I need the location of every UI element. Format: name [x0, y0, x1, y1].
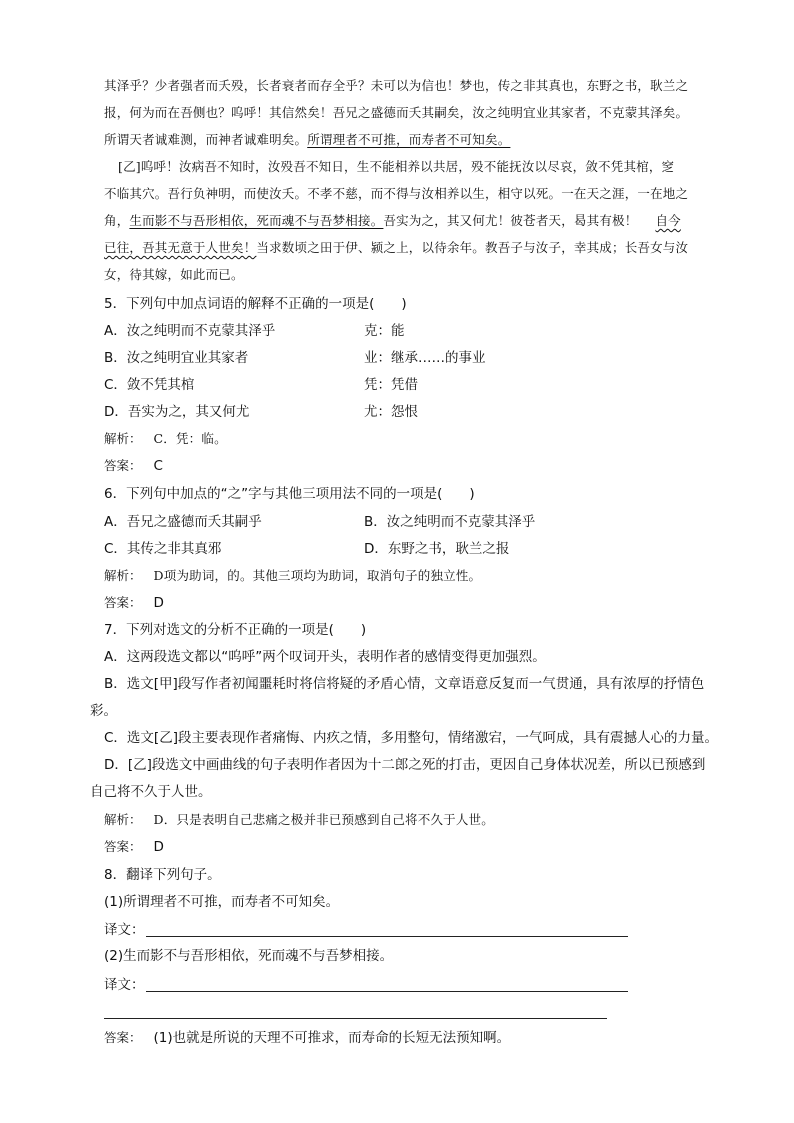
q8-translation-label-2: 译文： [104, 977, 145, 993]
answer-label: 答案： [104, 458, 142, 473]
q5-option-b-gloss: 业：继承……的事业 [364, 350, 486, 366]
q6-option-b: B．汝之纯明而不克蒙其泽乎 [364, 514, 536, 530]
passage-line: [乙]呜呼！汝病吾不知时，汝殁吾不知日，生不能相养以共居，殁不能抚汝以尽哀，敛不凭其棺，窆 [118, 159, 675, 174]
passage-line: 女，待其嫁，如此而已。 [104, 267, 244, 282]
underlined-sentence: 所谓理者不可推，而寿者不可知矣。 [307, 132, 511, 147]
q6-option-c: C．其传之非其真邪 [104, 541, 222, 557]
q8-translation-label-1: 译文： [104, 922, 145, 938]
q7-option-b-cont: 彩。 [90, 703, 117, 719]
q6-analysis [104, 566, 481, 586]
q6-answer [104, 593, 164, 613]
q5-answer [104, 456, 163, 476]
answer-value: D [153, 839, 164, 855]
q8-sentence-2: (2)生而影不与吾形相依，死而魂不与吾梦相接。 [104, 948, 394, 964]
answer-label: 答案： [104, 839, 142, 854]
q7-option-c: C．选文[乙]段主要表现作者痛悔、内疚之情，多用整句，情绪激宕，一气呵成，具有震撼人心的力量。 [104, 730, 718, 746]
passage-text: 角， [104, 213, 130, 228]
question-7-stem: 7．下列对选文的分析不正确的一项是( ) [104, 622, 367, 638]
passage-text: 吾实为之，其又何尤！彼苍者天，曷其有极！ [383, 213, 638, 228]
q5-option-b: B．汝之纯明宜业其家者 [104, 350, 249, 366]
wavy-underlined-sentence: 自今 [655, 213, 681, 228]
analysis-text: D项为助词，的。其他三项均为助词，取消句子的独立性。 [153, 568, 482, 583]
q7-option-a: A．这两段选文都以“呜呼”两个叹词开头，表明作者的感情变得更加强烈。 [104, 649, 546, 665]
q5-option-a-gloss: 克：能 [364, 323, 405, 339]
answer-label: 答案： [104, 595, 142, 610]
q7-option-d: D．[乙]段选文中画曲线的句子表明作者因为十二郎之死的打击，更因自己身体状况差，所以已预感到 [104, 757, 706, 773]
answer-value: D [153, 595, 164, 611]
answer-label: 答案： [104, 1030, 142, 1045]
q6-option-a: A．吾兄之盛德而夭其嗣乎 [104, 514, 262, 530]
q8-sentence-1: (1)所谓理者不可推，而寿者不可知矣。 [104, 894, 340, 910]
translation-blank-line[interactable] [146, 991, 628, 992]
q8-answer [104, 1028, 510, 1048]
analysis-text: C．凭：临。 [153, 431, 227, 446]
wavy-underlined-sentence: 已往，吾其无意于人世矣！ [104, 240, 257, 255]
analysis-label: 解析： [104, 431, 142, 446]
passage-text: 当求数顷之田于伊、颍之上，以待余年。教吾子与汝子，幸其成；长吾女与汝 [256, 240, 689, 255]
answer-value: (1)也就是所说的天理不可推求，而寿命的长短无法预知啊。 [153, 1030, 511, 1046]
q7-option-d-cont: 自己将不久于人世。 [90, 784, 212, 800]
passage-line: 不临其穴。吾行负神明，而使汝夭。不孝不慈，而不得与汝相养以生，相守以死。一在天之涯，一在地之 [104, 186, 689, 201]
q7-answer [104, 837, 164, 857]
question-6-stem: 6．下列句中加点的“之”字与其他三项用法不同的一项是( ) [104, 486, 475, 502]
translation-blank-line[interactable] [146, 936, 628, 937]
passage-text: 所谓天者诚难测，而神者诚难明矣。 [104, 132, 308, 147]
translation-blank-line[interactable] [104, 1018, 607, 1019]
q7-analysis [104, 810, 494, 830]
passage-line [104, 238, 688, 258]
passage-line [104, 130, 510, 150]
underlined-sentence: 生而影不与吾形相依，死而魂不与吾梦相接。 [129, 213, 384, 228]
q5-option-c: C．敛不凭其棺 [104, 377, 195, 393]
q5-option-d: D．吾实为之，其又何尤 [104, 404, 250, 420]
passage-line: 报，何为而在吾侧也？呜呼！其信然矣！吾兄之盛德而夭其嗣矣，汝之纯明宜业其家者，不克蒙其泽矣。 [104, 105, 689, 120]
q6-option-d: D．东野之书，耿兰之报 [364, 541, 510, 557]
analysis-label: 解析： [104, 568, 142, 583]
passage-line: 其泽乎？少者强者而夭殁，长者衰者而存全乎？未可以为信也！梦也，传之非其真也，东野之书，耿兰之 [104, 78, 689, 93]
question-5-stem: 5．下列句中加点词语的解释不正确的一项是( ) [104, 296, 407, 312]
q5-analysis [104, 429, 227, 449]
analysis-text: D．只是表明自己悲痛之极并非已预感到自己将不久于人世。 [153, 812, 494, 827]
q7-option-b: B．选文[甲]段写作者初闻噩耗时将信将疑的矛盾心情，文章语意反复而一气贯通，具有浓厚的抒情色 [104, 676, 705, 692]
q5-option-d-gloss: 尤：怨恨 [364, 404, 418, 420]
q5-option-a: A．汝之纯明而不克蒙其泽乎 [104, 323, 276, 339]
passage-line [104, 211, 681, 231]
question-8-stem: 8．翻译下列句子。 [104, 867, 221, 883]
answer-value: C [153, 458, 163, 474]
analysis-label: 解析： [104, 812, 142, 827]
q5-option-c-gloss: 凭：凭借 [364, 377, 418, 393]
